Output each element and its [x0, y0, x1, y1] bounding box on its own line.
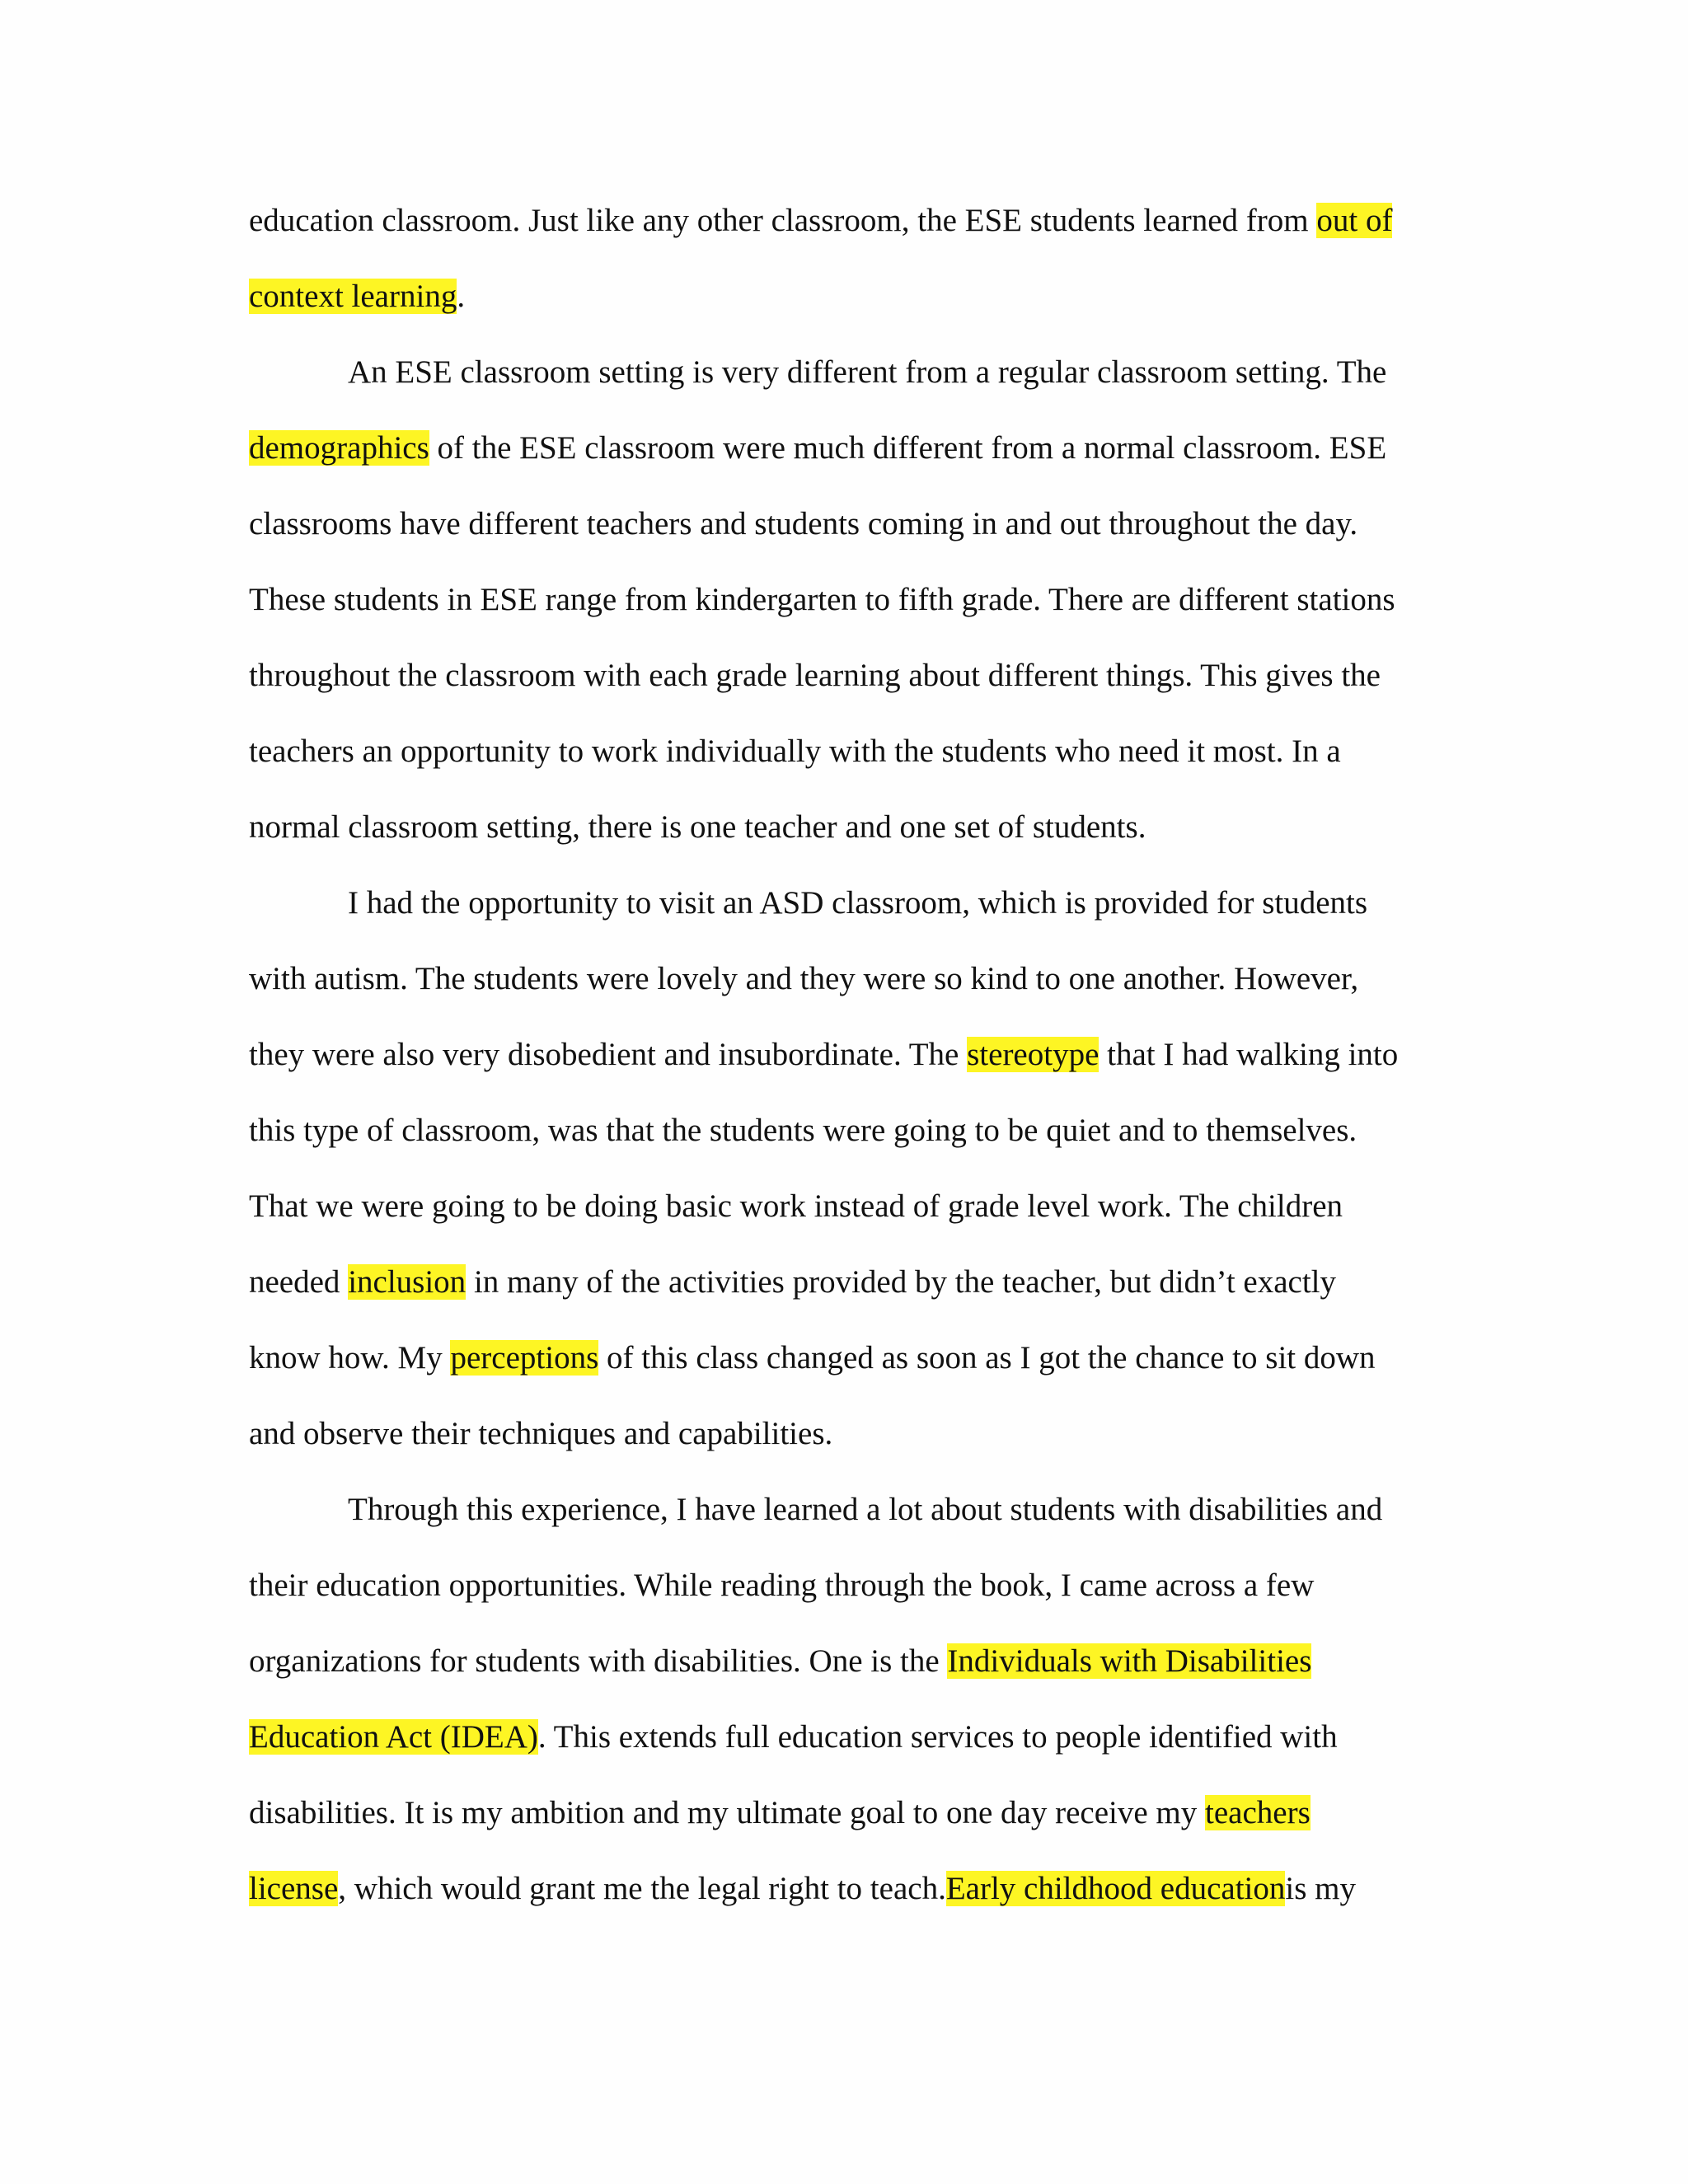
highlighted-term: Individuals with Disabilities: [947, 1643, 1312, 1679]
text-line: [249, 730, 1341, 773]
highlighted-term: out of: [1316, 203, 1393, 238]
text-run: with autism. The students were lovely and they were so kind to one another. However,: [249, 961, 1359, 996]
text-run: .: [457, 279, 466, 314]
text-line: [348, 1488, 1382, 1531]
text-line: [249, 1413, 832, 1455]
text-line: [249, 427, 1386, 470]
text-run: throughout the classroom with each grade learning about different things. This gives the: [249, 658, 1381, 693]
text-run: . This extends full education services to people identified with: [537, 1719, 1338, 1755]
highlighted-term: license: [249, 1871, 339, 1906]
text-line: [249, 1337, 1376, 1380]
text-line: [348, 351, 1386, 394]
text-run: That we were going to be doing basic work instead of grade level work. The children: [249, 1188, 1343, 1224]
text-line: [249, 1716, 1338, 1759]
text-line: [249, 1109, 1357, 1152]
text-run: know how. My: [249, 1340, 451, 1376]
text-line: [249, 503, 1357, 546]
text-run: disabilities. It is my ambition and my ultimate goal to one day receive my: [249, 1795, 1206, 1830]
text-run: I had the opportunity to visit an ASD classroom, which is provided for students: [348, 885, 1368, 921]
text-line: [249, 275, 465, 318]
text-line: [249, 1185, 1343, 1228]
text-run: is my: [1285, 1871, 1356, 1906]
text-line: [249, 1868, 1356, 1910]
text-run: teachers an opportunity to work individually with the students who need it most. In a: [249, 733, 1341, 769]
text-line: [249, 1261, 1336, 1304]
text-line: [249, 958, 1358, 1001]
text-line: [249, 806, 1146, 849]
text-run: their education opportunities. While reading through the book, I came across a few: [249, 1568, 1315, 1603]
highlighted-term: context learning: [249, 279, 457, 314]
highlighted-term: perceptions: [450, 1340, 599, 1376]
text-run: needed: [249, 1264, 349, 1300]
text-run: education classroom. Just like any other classroom, the ESE students learned from: [249, 203, 1317, 238]
text-run: and observe their techniques and capabilities.: [249, 1416, 833, 1451]
text-line: [249, 1033, 1398, 1076]
highlighted-term: Education Act (IDEA): [249, 1719, 538, 1755]
text-run: of this class changed as soon as I got the chance to sit down: [598, 1340, 1376, 1376]
text-run: that I had walking into: [1099, 1037, 1399, 1072]
text-line: [348, 882, 1367, 925]
highlighted-term: stereotype: [967, 1037, 1100, 1072]
highlighted-term: inclusion: [348, 1264, 467, 1300]
text-run: this type of classroom, was that the students were going to be quiet and to themselves.: [249, 1113, 1357, 1148]
highlighted-term: Early childhood education: [945, 1871, 1286, 1906]
text-run: Through this experience, I have learned a lot about students with disabilities and: [348, 1492, 1383, 1527]
text-run: , which would grant me the legal right to teach.: [338, 1871, 946, 1906]
text-run: classrooms have different teachers and students coming in and out throughout the day.: [249, 506, 1358, 541]
text-run: normal classroom setting, there is one teacher and one set of students.: [249, 809, 1146, 845]
highlighted-term: teachers: [1205, 1795, 1311, 1830]
text-run: These students in ESE range from kindergarten to fifth grade. There are different stations: [249, 582, 1395, 617]
text-line: [249, 199, 1392, 242]
text-run: they were also very disobedient and insubordinate. The: [249, 1037, 968, 1072]
text-run: of the ESE classroom were much different from a normal classroom. ESE: [429, 430, 1387, 466]
text-line: [249, 1640, 1311, 1683]
text-line: [249, 654, 1381, 697]
text-run: organizations for students with disabilities. One is the: [249, 1643, 948, 1679]
text-line: [249, 579, 1395, 621]
highlighted-term: demographics: [249, 430, 429, 466]
text-run: in many of the activities provided by the teacher, but didn’t exactly: [466, 1264, 1337, 1300]
text-run: An ESE classroom setting is very different from a regular classroom setting. The: [348, 354, 1387, 390]
text-line: [249, 1564, 1314, 1607]
text-line: [249, 1792, 1311, 1835]
